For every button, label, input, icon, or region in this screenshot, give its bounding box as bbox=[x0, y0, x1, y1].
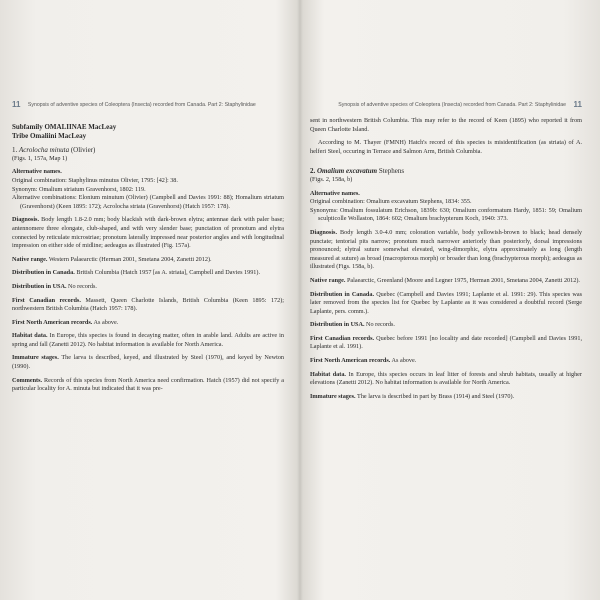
species-author: Stephens bbox=[378, 167, 405, 176]
running-head bbox=[12, 100, 284, 109]
first-canadian-paragraph bbox=[12, 297, 284, 314]
first-canadian-label: First Canadian records. bbox=[310, 334, 375, 342]
first-na-label: First North American records. bbox=[310, 357, 391, 365]
immature-paragraph bbox=[310, 393, 582, 402]
immature-paragraph bbox=[12, 354, 284, 371]
habitat-text: In Europe, this species occurs in leaf litter of forests and shrub habitats, usually at higher elevations (Zanetti 2012). No habitat information is available for North America. bbox=[310, 370, 582, 387]
dist-canada-text: British Columbia (Hatch 1957 [as A. striata], Campbell and Davies 1991). bbox=[76, 269, 261, 277]
comments-text: Records of this species from North America need confirmation. Hatch (1957) did not specify a particular locality for A. minuta but indicated that it was pre- bbox=[12, 376, 285, 393]
dist-canada-label: Distribution in Canada. bbox=[310, 290, 375, 298]
page-number: 11 bbox=[12, 100, 21, 109]
continued-paragraph-2: According to M. Thayer (FMNH) Hatch's record of this species is misidentification (as striata) of A. helferi Steel, occuring in Terrace and Salmon Arm, British Columbia. bbox=[310, 139, 582, 155]
immature-text: The larva is described, keyed, and illustrated by Steel (1970), and keyed by Newton (1990). bbox=[12, 354, 285, 371]
native-range-text: Palaearctic, Greenland (Moore and Legner 1975, Herman 2001, Smetana 2004, Zanetti 2012). bbox=[346, 276, 580, 284]
dist-usa-text: No records. bbox=[366, 321, 395, 329]
alt-names-heading: Alternative names. bbox=[310, 189, 360, 197]
running-head bbox=[310, 100, 582, 109]
native-range-paragraph bbox=[310, 277, 582, 286]
left-page bbox=[12, 100, 284, 399]
habitat-text: In Europe, this species is found in decaying matter, often in arable land. Adults are active in spring and fall (Zanetti 2012). No habitat information is available for North America. bbox=[12, 332, 284, 348]
species-heading bbox=[310, 167, 582, 176]
alt-names-heading: Alternative names. bbox=[12, 168, 62, 176]
running-head-text: Synopsis of adventive species of Coleoptera (Insecta) recorded from Canada. Part 2: Staphylinidae bbox=[27, 101, 256, 108]
dist-canada-label: Distribution in Canada. bbox=[12, 269, 75, 277]
species-author: (Olivier) bbox=[70, 146, 96, 155]
comments-label: Comments. bbox=[12, 376, 43, 384]
species-name: Omalium excavatum bbox=[317, 167, 378, 176]
running-head-text: Synopsis of adventive species of Coleoptera (Insecta) recorded from Canada. Part 2: Staphylinidae bbox=[338, 101, 567, 108]
diagnosis-paragraph bbox=[12, 216, 284, 250]
native-range-paragraph bbox=[12, 256, 284, 265]
native-range-label: Native range. bbox=[12, 255, 48, 263]
species-number: 2. bbox=[310, 167, 316, 176]
immature-label: Immature stages. bbox=[12, 354, 59, 362]
first-canadian-paragraph bbox=[310, 335, 582, 352]
diagnosis-text: Body length 3.0-4.0 mm; coloration variable, body yellowish-brown to black; head densely punctate; tentorial pits narrow; pronotum much narrower anteriorly than posteriorly, dorsal impressions pronounced; elytral suture somewhat elevated, wing-dimorphic, elytra approximately as long (length measured at suture) as broad (macropterous morph) or broader than long (brachypterous morph); aedeagus as illustrated (Figs. 158a, b). bbox=[310, 228, 583, 271]
native-range-label: Native range. bbox=[310, 276, 346, 284]
dist-usa-paragraph bbox=[310, 321, 582, 330]
alt-combinations: Alternative combinations: Elonium minutum (Olivier) (Campbell and Davies 1991: 88); Homalium striatum (Gravenhorst) (Keen 1895: 172); Acrolocha striata (Gravenhorst) (Hatch 1957: 178). bbox=[12, 194, 284, 210]
first-canadian-text: Massett, Queen Charlotte Islands, British Columbia (Keen 1895: 172); northwestern British Columbia (Hatch 1957: 178). bbox=[12, 296, 285, 313]
species-figs: (Figs. 2, 158a, b) bbox=[310, 175, 353, 183]
habitat-label: Habitat data. bbox=[310, 370, 346, 378]
dist-usa-label: Distribution in USA. bbox=[12, 282, 67, 290]
page-number: 11 bbox=[573, 100, 582, 109]
species-number: 1. bbox=[12, 146, 18, 155]
habitat-label: Habitat data. bbox=[12, 332, 48, 340]
first-na-label: First North American records. bbox=[12, 318, 93, 326]
diagnosis-paragraph bbox=[310, 229, 582, 272]
species-heading bbox=[12, 146, 284, 155]
species-name: Acrolocha minuta bbox=[19, 146, 70, 155]
right-page-body bbox=[310, 117, 582, 401]
dist-canada-text: Quebec (Campbell and Davies 1991; Laplante et al. 1991: 29). This species was later removed from the species list for Quebec by Laplante as it was considered a doubtful record (Serge Laplante, pers. comm.). bbox=[310, 290, 582, 315]
dist-usa-paragraph bbox=[12, 283, 284, 292]
diagnosis-label: Diagnosis. bbox=[12, 216, 39, 224]
subfamily-heading: Subfamily OMALIINAE MacLeay bbox=[12, 123, 117, 131]
diagnosis-text: Body length 1.8-2.0 mm; body blackish with dark-brown elytra; antennae dark with paler base; antennomere three elongate, club-shaped, and with very slender base; punctation of pronotum and elytra connected by reticulate microstriae; pronotum laterally impressed near posterior angles and with longitudinal impression on either side of midline; aedeagus as illustrated (Fig. 157a). bbox=[12, 216, 284, 250]
dist-canada-paragraph bbox=[310, 291, 582, 317]
first-na-paragraph bbox=[310, 357, 582, 366]
immature-text: The larva is described in part by Brass (1914) and Steel (1970). bbox=[357, 392, 515, 400]
first-canadian-text: Quebec before 1991 [no locality and date recorded] (Campbell and Davies 1991, Laplante et al. 1991). bbox=[310, 334, 583, 351]
first-canadian-label: First Canadian records. bbox=[12, 296, 81, 304]
tribe-heading: Tribe Omaliini MacLeay bbox=[12, 131, 87, 140]
continued-paragraph: sent in northwestern British Columbia. This may refer to the record of Keen (1895) who reported it from Queen Charlotte Island. bbox=[310, 117, 582, 133]
original-combination: Original combination: Staphylinus minutus Olivier, 1795: [42]: 38. bbox=[12, 176, 178, 184]
first-na-paragraph bbox=[12, 319, 284, 328]
dist-usa-label: Distribution in USA. bbox=[310, 321, 365, 329]
species-figs: (Figs. 1, 157a, Map 1) bbox=[12, 154, 68, 162]
habitat-paragraph bbox=[12, 332, 284, 349]
first-na-text: As above. bbox=[391, 357, 417, 365]
dist-canada-paragraph bbox=[12, 269, 284, 278]
left-page-body bbox=[12, 123, 284, 394]
diagnosis-label: Diagnosis. bbox=[310, 228, 337, 236]
synonym: Synonym: Omalium striatum Gravenhorst, 1802: 119. bbox=[12, 185, 146, 193]
first-na-text: As above. bbox=[93, 318, 119, 326]
synonyms: Synonyms: Omalium fossulatum Erichson, 1839b: 630; Omalium conformatum Hardy, 1851: 59; Omalium sculpticolle Wollaston, 1864: 602; Omalium brachypterum Koch, 1940: 373. bbox=[310, 206, 582, 223]
dist-usa-text: No records. bbox=[68, 282, 97, 290]
right-page bbox=[310, 100, 582, 406]
habitat-paragraph bbox=[310, 371, 582, 388]
comments-paragraph bbox=[12, 377, 284, 394]
original-combination: Original combination: Omalium excavatum Stephens, 1834: 355. bbox=[310, 198, 472, 206]
immature-label: Immature stages. bbox=[310, 392, 356, 400]
native-range-text: Western Palaearctic (Herman 2001, Smetana 2004, Zanetti 2012). bbox=[48, 255, 212, 263]
